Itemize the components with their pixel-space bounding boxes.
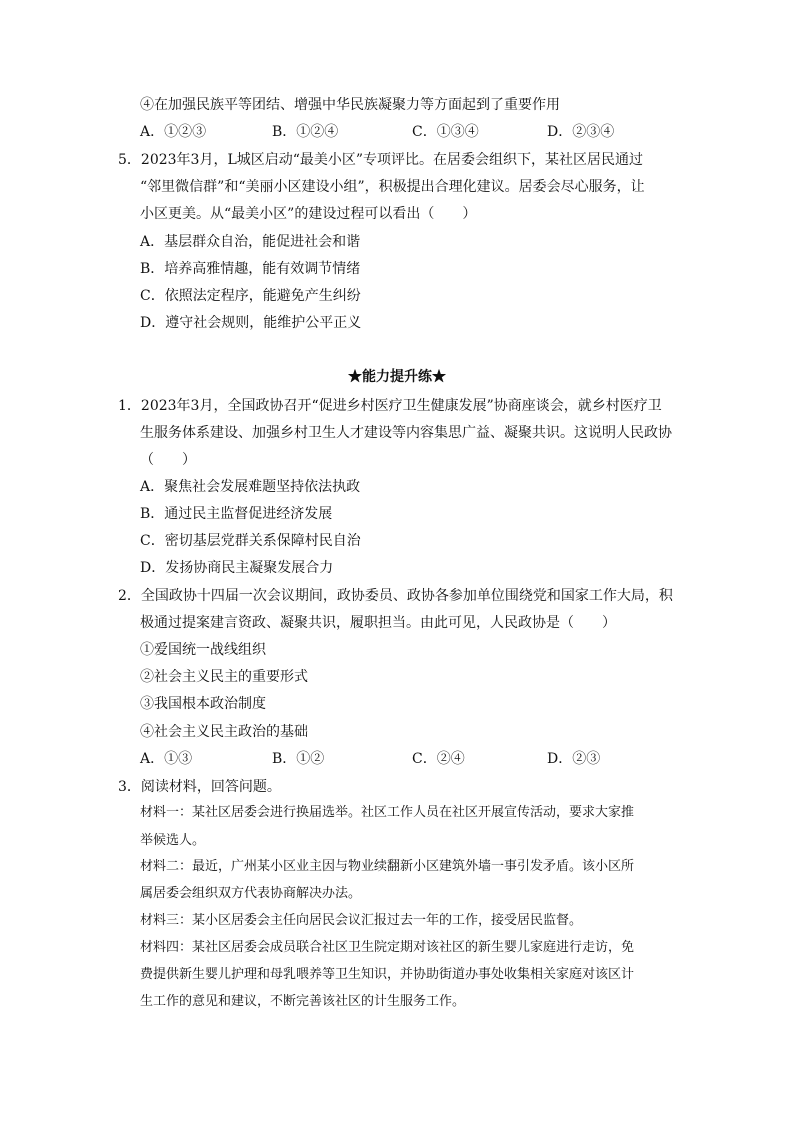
p1-option-a: A．聚焦社会发展难题坚持依法执政 (140, 479, 361, 495)
p2-item-4: ④社会主义民主政治的基础 (140, 724, 308, 740)
q5-option-c: C．依照法定程序，能避免产生纠纷 (140, 288, 361, 304)
p3-stem: 3．阅读材料，回答问题。 (118, 779, 281, 795)
p2-option-b: B．①② (272, 751, 325, 767)
p2-option-c: C．②④ (412, 751, 465, 767)
option-a: A．①②③ (140, 124, 207, 140)
p1-option-b: B．通过民主监督促进经济发展 (140, 506, 333, 522)
option-c: C．①③④ (412, 124, 479, 140)
option-b: B．①②④ (272, 124, 339, 140)
material-3-line1: 材料三：某小区居委会主任向居民会议汇报过去一年的工作，接受居民监督。 (140, 913, 583, 928)
p2-option-a: A．①③ (140, 751, 193, 767)
material-4-line3: 生工作的意见和建议，不断完善该社区的计生服务工作。 (140, 994, 466, 1009)
p2-item-1: ①爱国统一战线组织 (140, 642, 266, 658)
material-1-line2: 举候选人。 (140, 833, 206, 848)
p2-stem-line2: 极通过提案建言资政、凝聚共识，履职担当。由此可见，人民政协是（ ） (140, 615, 616, 631)
material-4-line2: 费提供新生婴儿护理和母乳喂养等卫生知识，并协助街道办事处收集相关家庭对该区计 (140, 967, 635, 982)
q5-option-d: D．遵守社会规则，能维护公平正义 (140, 315, 362, 331)
p2-option-d: D．②③ (547, 751, 601, 767)
option-d: D．②③④ (547, 124, 615, 140)
p1-option-c: C．密切基层党群关系保障村民自治 (140, 533, 361, 549)
section-title: ★能力提升练★ (348, 369, 446, 385)
material-4-line1: 材料四：某社区居委会成员联合社区卫生院定期对该社区的新生婴儿家庭进行走访，免 (140, 940, 635, 955)
p2-item-2: ②社会主义民主的重要形式 (140, 669, 308, 685)
material-2-line1: 材料二：最近，广州某小区业主因与物业续翻新小区建筑外墙一事引发矛盾。该小区所 (140, 859, 635, 874)
item-4: ④在加强民族平等团结、增强中华民族凝聚力等方面起到了重要作用 (140, 97, 560, 113)
p2-stem-line1: 2．全国政协十四届一次会议期间，政协委员、政协各参加单位围绕党和国家工作大局，积 (118, 588, 673, 604)
material-2-line2: 属居委会组织双方代表协商解决办法。 (140, 886, 362, 901)
p1-stem-line2: 生服务体系建设、加强乡村卫生人才建设等内容集思广益、凝聚共识。这说明人民政协 (140, 425, 672, 441)
q5-option-b: B．培养高雅情趣，能有效调节情绪 (140, 261, 361, 277)
p2-item-3: ③我国根本政治制度 (140, 696, 266, 712)
q5-option-a: A．基层群众自治，能促进社会和谐 (140, 234, 361, 250)
q5-stem-line2: “邻里微信群”和“美丽小区建设小组”，积极提出合理化建议。居委会尽心服务，让 (140, 179, 645, 195)
p1-stem-line1: 1．2023年3月，全国政协召开“促进乡村医疗卫生健康发展”协商座谈会，就乡村医疗卫 (118, 398, 662, 414)
p1-stem-line3: （ ） (140, 452, 196, 468)
q5-stem-line1: 5．2023年3月，L城区启动“最美小区”专项评比。在居委会组织下，某社区居民通过 (118, 152, 644, 168)
material-1-line1: 材料一：某社区居委会进行换届选举。社区工作人员在社区开展宣传活动，要求大家推 (140, 805, 635, 820)
q5-stem-line3: 小区更美。从“最美小区”的建设过程可以看出（ ） (140, 206, 477, 222)
p1-option-d: D．发扬协商民主凝聚发展合力 (140, 560, 334, 576)
